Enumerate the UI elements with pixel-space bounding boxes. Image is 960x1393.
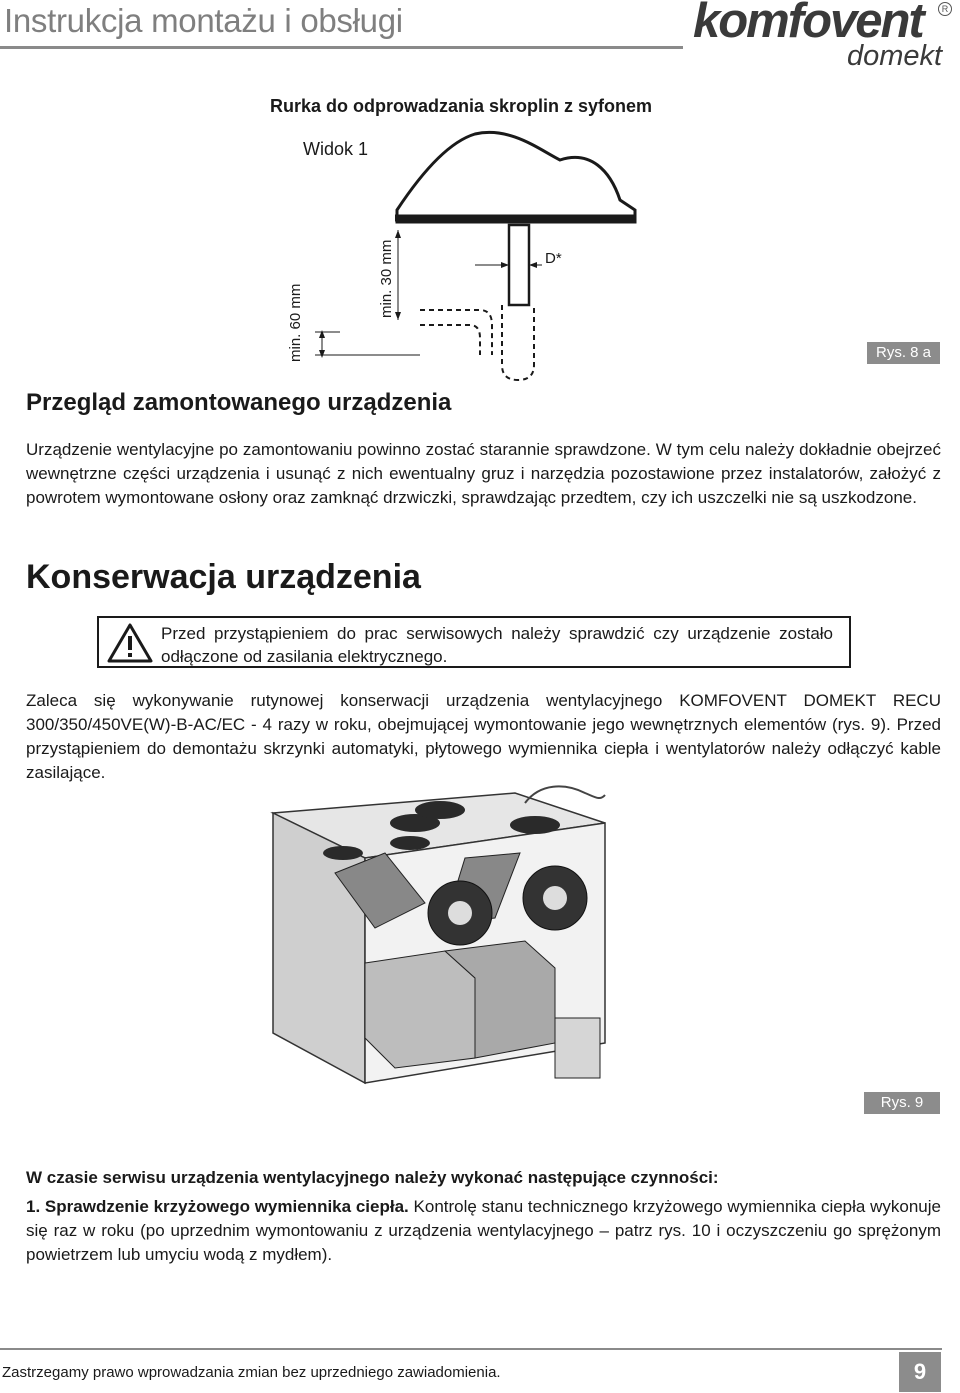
dim-d-label: D*: [545, 250, 562, 267]
footer-notice: Zastrzegamy prawo wprowadzania zmian bez uprzedniego zawiadomienia.: [2, 1364, 501, 1381]
control-box: [555, 1018, 600, 1078]
hood-shape: [397, 132, 635, 222]
brand-logo: [690, 0, 958, 76]
heat-exchanger-left: [365, 951, 475, 1068]
dim-30-label: min. 30 mm: [378, 239, 395, 318]
fan-right-hub: [543, 886, 567, 910]
header-divider: [0, 46, 683, 49]
dim-30-arrow: [395, 230, 401, 238]
maintenance-heading: Konserwacja urządzenia: [26, 558, 421, 596]
registered-mark: R: [938, 2, 952, 16]
warning-box: [97, 616, 851, 668]
brand-sub: domekt: [847, 40, 943, 72]
service-heading: W czasie serwisu urządzenia wentylacyjnego należy wykonać następujące czynności:: [26, 1168, 719, 1187]
brand-name: komfovent: [693, 0, 923, 48]
siphon-pipe-drain: [420, 325, 480, 355]
document-title: Instrukcja montażu i obsługi: [4, 2, 403, 39]
dim-60-arrow: [319, 330, 325, 338]
spigot-5: [323, 846, 363, 860]
fan-left-hub: [448, 901, 472, 925]
maintenance-text: Zaleca się wykonywanie rutynowej konserwacji urządzenia wentylacyjnego KOMFOVENT DOMEKT RECU 300/350/450VE(W)-B-AC/EC - 4 razy w roku, obejmującej wymontowanie jego wewnętrznych elementów (rys. 9). Przed przystąpieniem do demontażu skrzynki automatyki, płytowego wymiennika ciepła i wentylatorów należy odłączyć kable zasilające.: [26, 691, 941, 782]
figure-9-tag: Rys. 9: [864, 1092, 940, 1114]
view-label: Widok 1: [303, 139, 369, 159]
warning-text: Przed przystąpieniem do prac serwisowych należy sprawdzić czy urządzenie zostało odłączone od zasilania elektrycznego.: [161, 624, 833, 666]
spigot-3: [510, 816, 560, 834]
dim-60-arrow-2: [319, 350, 325, 358]
ventilation-unit-illustration: [265, 783, 615, 1103]
footer-divider: [0, 1348, 942, 1350]
siphon-pipe-outer: [502, 305, 534, 380]
spigot-2: [415, 801, 465, 819]
siphon-pipe-inner: [420, 310, 492, 355]
inspection-heading: Przegląd zamontowanego urządzenia: [26, 389, 452, 416]
figure-8-tag: Rys. 8 a: [867, 342, 940, 364]
service-item-1-title: 1. Sprawdzenie krzyżowego wymiennika ciepła.: [26, 1197, 409, 1216]
siphon-diagram: [280, 130, 650, 390]
inspection-text: Urządzenie wentylacyjne po zamontowaniu powinno zostać starannie sprawdzone. W tym celu należy dokładnie obejrzeć wewnętrzne części urządzenia i usunąć z nich ewentualny gruz i narzędzia pozostawione przez instalatorów, założyć z powrotem wymontowane osłony oraz zamknąć drzwiczki, sprawdzając przedtem, czy ich uszczelki nie są uszkodzone.: [26, 440, 941, 507]
figure-8-caption: Rurka do odprowadzania skroplin z syfonem: [270, 96, 653, 116]
outlet-tube: [509, 225, 529, 305]
service-item-1: [26, 1195, 941, 1267]
spigot-4: [390, 836, 430, 850]
warning-icon: [107, 622, 153, 664]
page-number: 9: [899, 1352, 941, 1392]
dim-60-label: min. 60 mm: [287, 283, 304, 362]
dim-30-arrow-2: [395, 312, 401, 320]
service-item-1-text: Kontrolę stanu technicznego krzyżowego wymiennika ciepła wykonuje się raz w roku (po uprzednim wymontowaniu z urządzenia wentylacyjnego – patrz rys. 10 i oczyszczeniu go sprężonym powietrzem lub umyciu wodą z mydłem).: [26, 1197, 941, 1264]
